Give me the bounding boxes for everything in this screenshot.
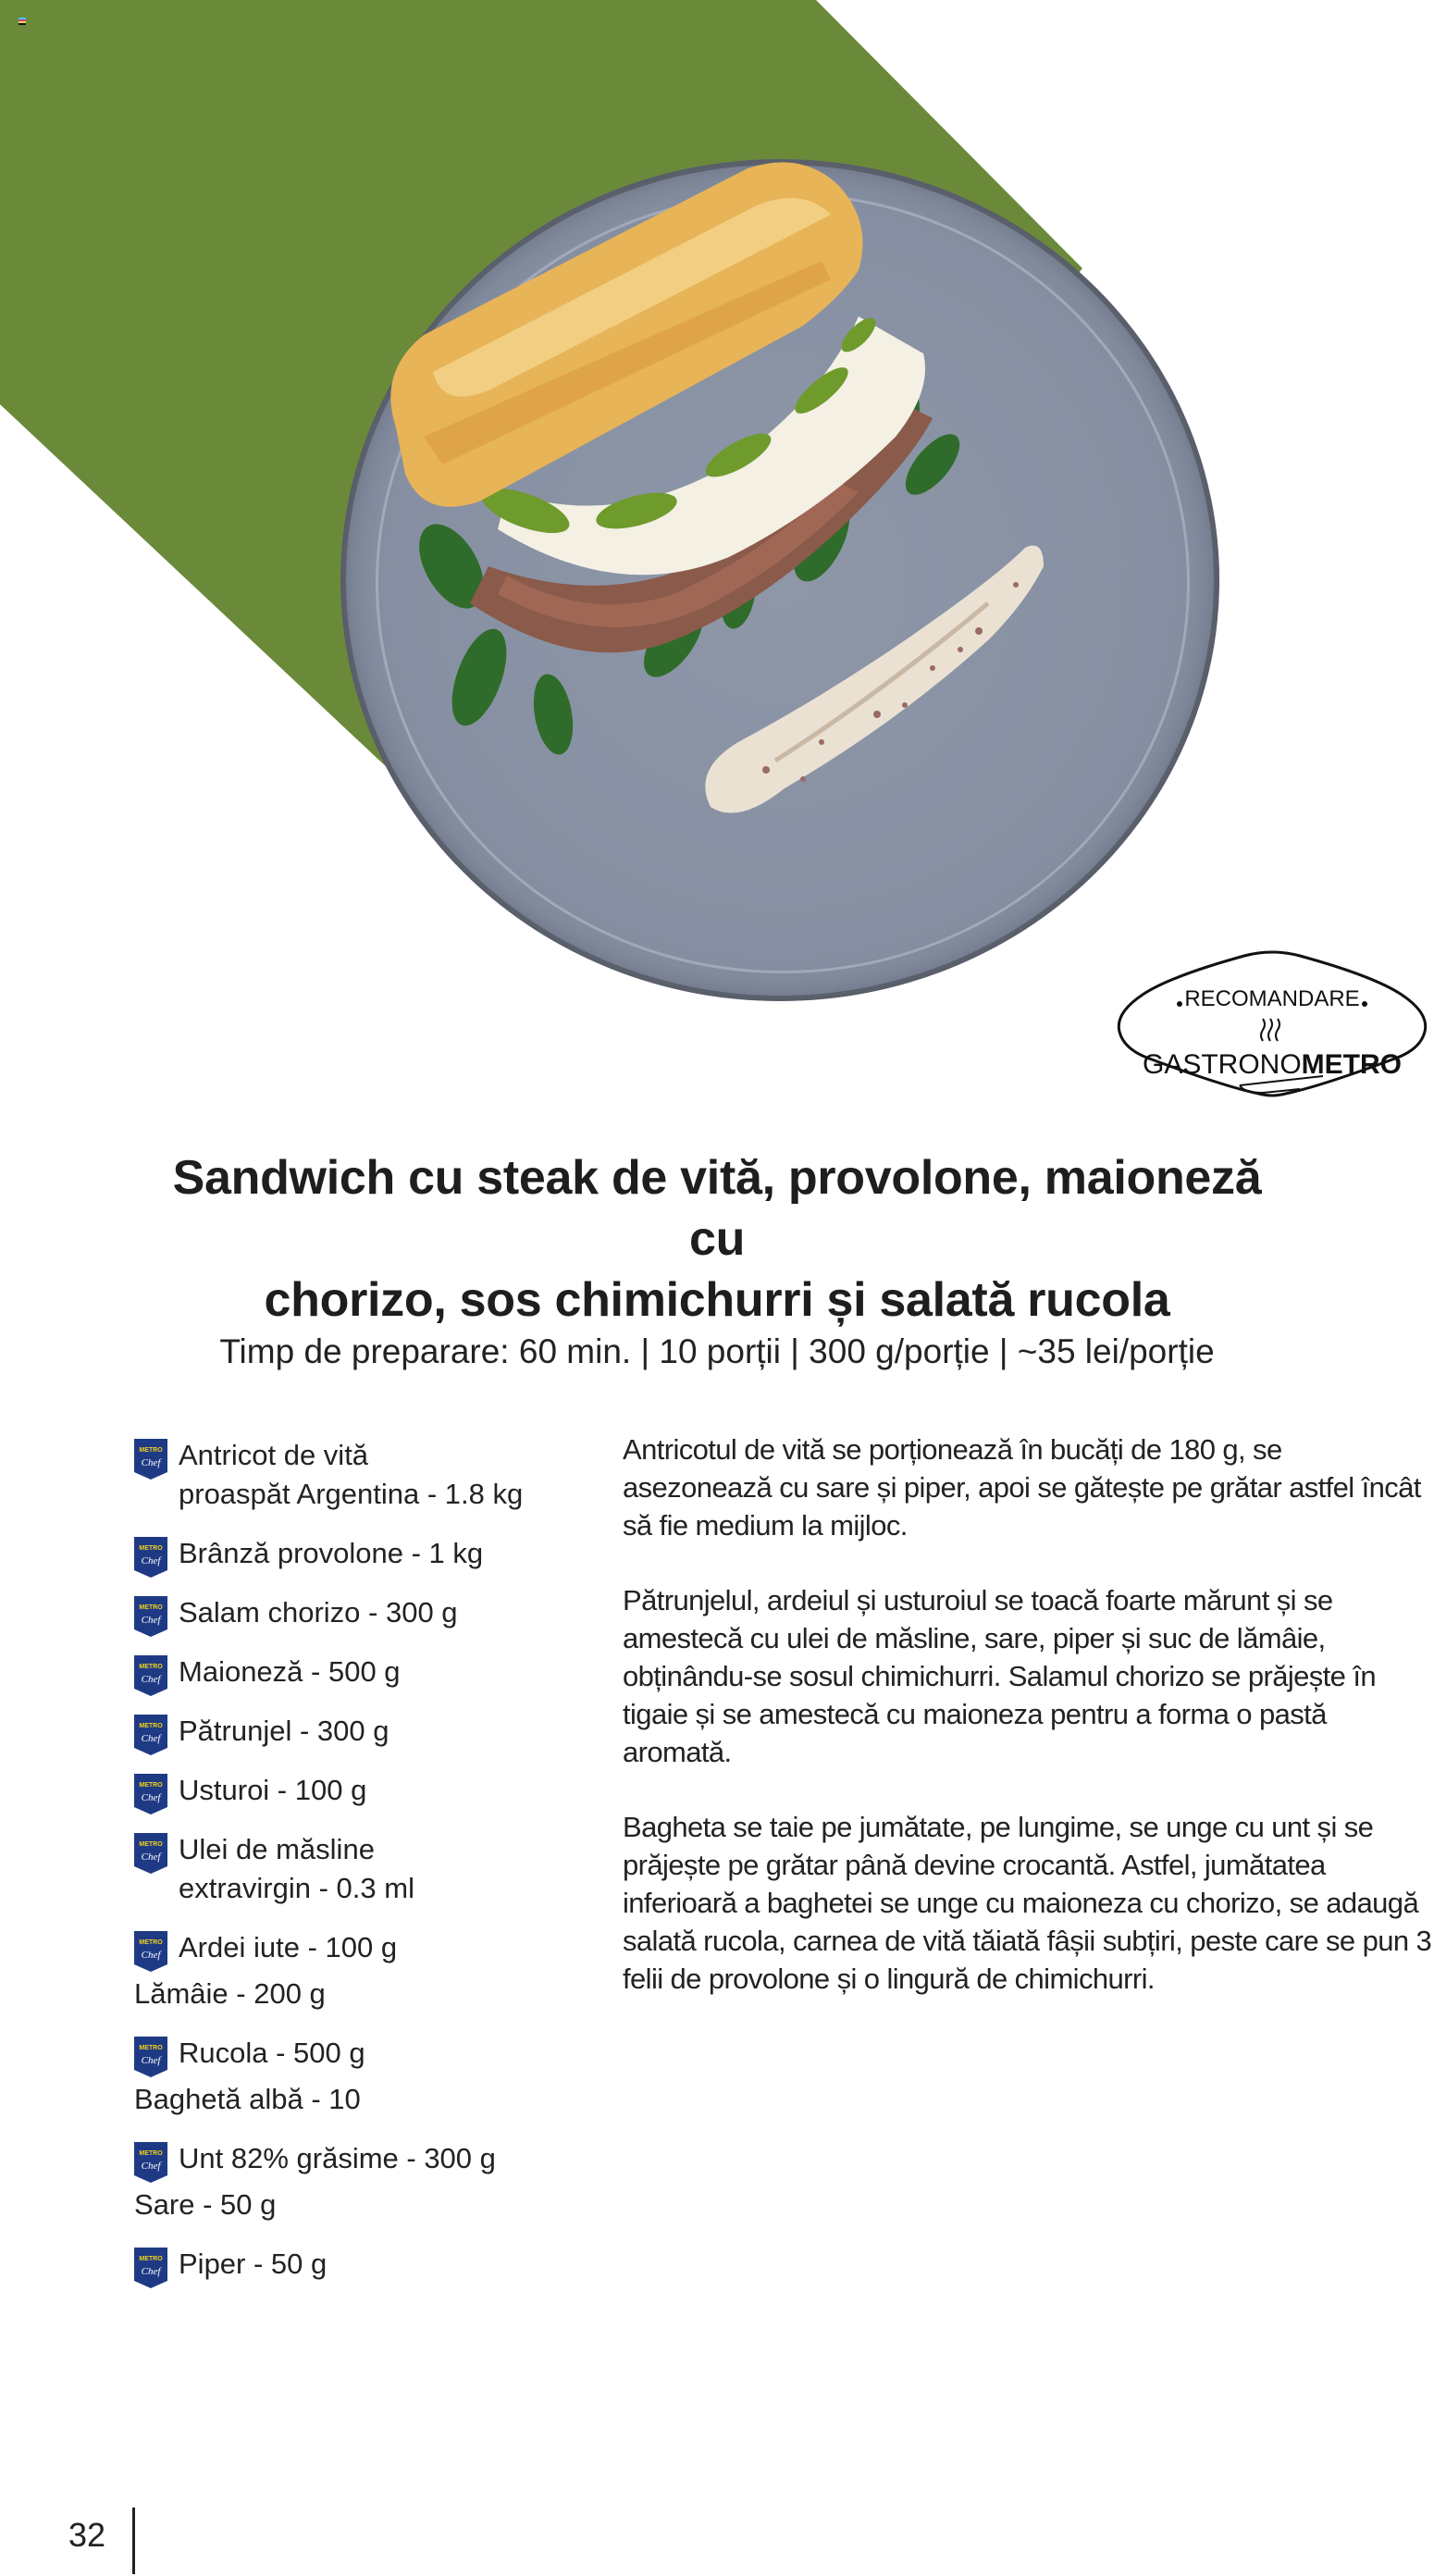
recipe-meta: Timp de preparare: 60 min. | 10 porții | 300 g/porție | ~35 lei/porție (219, 1332, 1215, 1370)
svg-text:Chef: Chef (141, 2266, 161, 2277)
svg-text:METRO: METRO (139, 1841, 163, 1848)
ingredient-text: Rucola - 500 g (179, 2037, 365, 2069)
ingredient-item (134, 1712, 597, 1751)
ingredient-text-line: extravirgin - 0.3 ml (179, 1872, 414, 1904)
page-number: 32 (68, 2516, 106, 2554)
sandwich-illustration (340, 159, 1229, 1010)
preparation-paragraph: Pătrunjelul, ardeiul și usturoiul se toacă foarte mărunt și se amestecă cu ulei de măsline, sare, piper și suc de lămâie, obținându-se sosul chimichurri. Salamul chorizo se prăjește în tigaie și se amestecă cu maioneza pentru a forma o pastă aromată. (623, 1584, 1376, 1768)
ingredient-text: Brânză provolone - 1 kg (179, 1537, 484, 1569)
ingredient-item (134, 1593, 597, 1632)
badge-dot-right (1362, 1001, 1367, 1007)
page-number-divider (132, 2508, 135, 2574)
svg-text:Chef: Chef (141, 2161, 161, 2172)
metro-chef-logo-icon (134, 1655, 167, 1696)
ingredient-text-line: proaspăt Argentina - 1.8 kg (179, 1478, 524, 1510)
metro-chef-logo-icon (134, 1537, 167, 1578)
svg-text:Chef: Chef (141, 1733, 161, 1744)
svg-text:Chef: Chef (141, 1615, 161, 1626)
ingredient-text: Maioneză - 500 g (179, 1655, 401, 1688)
ingredient-item (134, 2245, 597, 2284)
badge-dot-left (1177, 1001, 1182, 1007)
ingredient-item (134, 2080, 597, 2119)
ingredient-item (134, 1975, 597, 2013)
svg-text:METRO: METRO (139, 2256, 163, 2262)
recipe-title (139, 1147, 1295, 1331)
ingredient-item (134, 1436, 597, 1514)
preparation-paragraph: Bagheta se taie pe jumătate, pe lungime, se unge cu unt și se prăjește pe grătar până devine crocantă. Astfel, jumătatea inferioară a baghetei se unge cu maioneza cu chorizo, se adaugă salată rucola, carnea de vită tăiată fâșii subțiri, peste care se pun 3 felii de provolone și o lingură de chimichurri. (623, 1811, 1432, 1995)
ingredient-text: Unt 82% grăsime - 300 g (179, 2142, 496, 2174)
ingredient-text: Lămâie - 200 g (134, 1977, 326, 2010)
preparation-steps (623, 1430, 1434, 2035)
hero-food-photo (340, 159, 1229, 1010)
ingredient-item (134, 1653, 597, 1691)
svg-text:METRO: METRO (139, 2150, 163, 2157)
print-color-mark (19, 18, 26, 26)
metro-chef-logo-icon (134, 1774, 167, 1814)
svg-text:METRO: METRO (139, 1664, 163, 1670)
svg-text:Chef: Chef (141, 1674, 161, 1685)
svg-text:METRO: METRO (139, 1939, 163, 1946)
svg-text:METRO: METRO (139, 1782, 163, 1789)
ingredient-text: Piper - 50 g (179, 2248, 328, 2280)
ingredient-text: Baghetă albă - 10 (134, 2083, 361, 2115)
svg-text:Chef: Chef (141, 2055, 161, 2066)
svg-text:Chef: Chef (141, 1457, 161, 1468)
recipe-title-line-1: Sandwich cu steak de vită, provolone, maioneză cu (172, 1151, 1262, 1266)
ingredient-text-line: Antricot de vită (179, 1439, 369, 1471)
metro-chef-logo-icon (134, 1439, 167, 1480)
badge-brand-bold: METRO (1301, 1049, 1403, 1080)
ingredients-list (134, 1436, 597, 2304)
recipe-title-line-2: chorizo, sos chimichurri și salată rucola (264, 1273, 1170, 1327)
ingredient-text: Salam chorizo - 300 g (179, 1596, 458, 1629)
metro-chef-logo-icon (134, 1596, 167, 1637)
svg-text:METRO: METRO (139, 1545, 163, 1552)
metro-chef-logo-icon (134, 1833, 167, 1874)
badge-top-text: RECOMANDARE (1184, 986, 1360, 1011)
ingredient-text: Ardei iute - 100 g (179, 1931, 398, 1963)
metro-chef-logo-icon (134, 1715, 167, 1755)
svg-text:METRO: METRO (139, 1604, 163, 1611)
ingredient-text: Usturoi - 100 g (179, 1774, 367, 1806)
svg-text:GASTRONOMETRO (1143, 1049, 1402, 1080)
svg-text:METRO: METRO (139, 2045, 163, 2051)
ingredient-text-line: Ulei de măsline (179, 1833, 375, 1865)
svg-text:METRO: METRO (139, 1723, 163, 1729)
preparation-paragraph: Antricotul de vită se porționează în bucăți de 180 g, se asezonează cu sare și piper, apoi se gătește pe grătar astfel încât să fie medium la mijloc. (623, 1433, 1421, 1542)
metro-chef-logo-icon (134, 2142, 167, 2183)
svg-text:Chef: Chef (141, 1950, 161, 1961)
ingredient-item (134, 1928, 597, 1967)
badge-brand-light: GASTRONO (1142, 1049, 1302, 1080)
metro-chef-logo-icon (134, 2248, 167, 2288)
ingredient-text: Pătrunjel - 300 g (179, 1715, 389, 1747)
metro-chef-logo-icon (134, 1931, 167, 1972)
ingredient-item (134, 1534, 597, 1573)
metro-chef-logo-icon (134, 2037, 167, 2077)
ingredient-text: Sare - 50 g (134, 2188, 277, 2221)
gastronometro-badge (1115, 939, 1429, 1101)
ingredient-item (134, 1830, 597, 1908)
svg-text:METRO: METRO (139, 1447, 163, 1454)
ingredient-item (134, 2139, 597, 2178)
ingredient-item (134, 2186, 597, 2224)
ingredient-item (134, 1771, 597, 1810)
svg-text:Chef: Chef (141, 1555, 161, 1567)
svg-text:Chef: Chef (141, 1792, 161, 1803)
ingredient-item (134, 2034, 597, 2073)
svg-text:Chef: Chef (141, 1852, 161, 1863)
